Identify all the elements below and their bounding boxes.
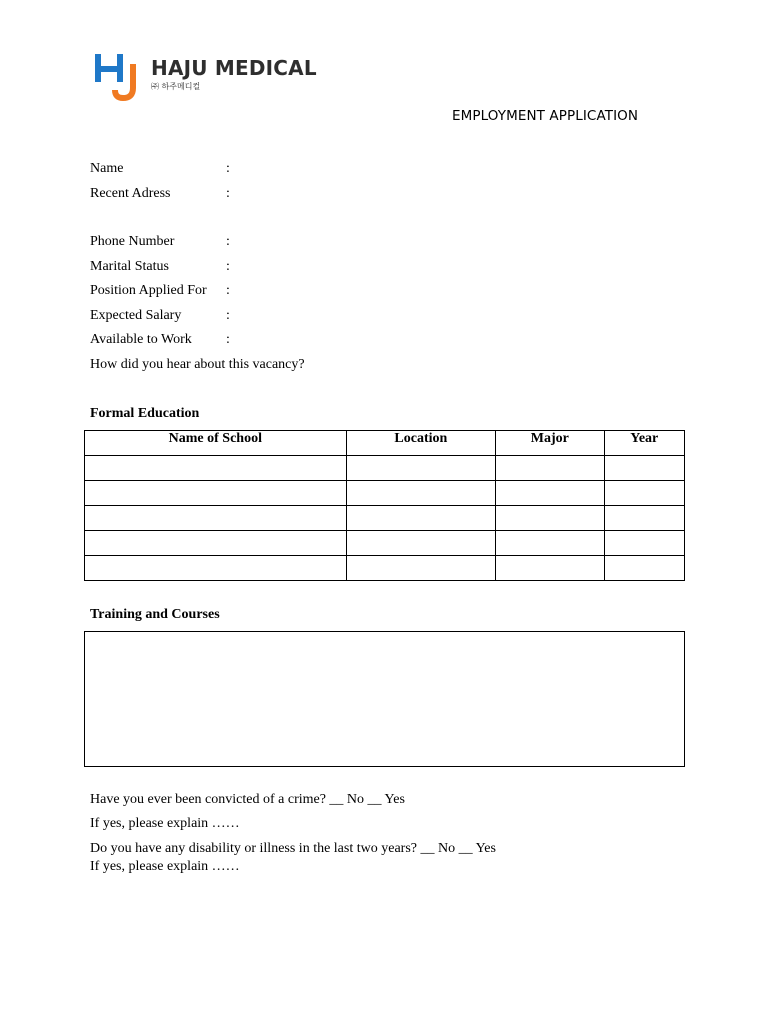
table-row [85, 506, 685, 531]
vacancy-question: How did you hear about this vacancy? [90, 357, 305, 372]
table-row [85, 481, 685, 506]
field-label-name: Name [90, 161, 124, 176]
company-logo [93, 50, 323, 102]
field-colon: : [226, 332, 230, 347]
training-text-box[interactable] [84, 631, 685, 767]
field-colon: : [226, 283, 230, 298]
field-colon: : [226, 234, 230, 249]
table-cell[interactable] [604, 481, 684, 506]
logo-mark-icon [93, 50, 149, 102]
document-title: EMPLOYMENT APPLICATION [452, 108, 639, 124]
table-cell[interactable] [85, 456, 347, 481]
table-cell[interactable] [604, 506, 684, 531]
table-cell[interactable] [496, 556, 604, 581]
column-header-location: Location [346, 431, 495, 456]
table-cell[interactable] [496, 481, 604, 506]
education-table [84, 430, 685, 581]
table-cell[interactable] [496, 506, 604, 531]
table-row [85, 456, 685, 481]
field-label-salary: Expected Salary [90, 308, 182, 323]
disability-question: Do you have any disability or illness in the last two years? __ No __ Yes [90, 841, 496, 856]
table-cell[interactable] [346, 481, 495, 506]
field-label-position: Position Applied For [90, 283, 207, 298]
field-label-marital-status: Marital Status [90, 259, 169, 274]
table-cell[interactable] [346, 556, 495, 581]
table-cell[interactable] [346, 531, 495, 556]
field-label-availability: Available to Work [90, 332, 192, 347]
crime-explain: If yes, please explain …… [90, 816, 240, 831]
crime-question: Have you ever been convicted of a crime? __ No __ Yes [90, 792, 405, 807]
training-section-title: Training and Courses [90, 607, 220, 622]
column-header-year: Year [604, 431, 684, 456]
field-colon: : [226, 259, 230, 274]
table-cell[interactable] [604, 556, 684, 581]
column-header-school: Name of School [85, 431, 347, 456]
table-cell[interactable] [85, 531, 347, 556]
field-label-address: Recent Adress [90, 186, 171, 201]
field-label-phone: Phone Number [90, 234, 175, 249]
table-cell[interactable] [85, 556, 347, 581]
table-cell[interactable] [85, 481, 347, 506]
disability-explain: If yes, please explain …… [90, 859, 240, 874]
table-cell[interactable] [496, 456, 604, 481]
education-section-title: Formal Education [90, 406, 200, 421]
table-cell[interactable] [496, 531, 604, 556]
table-cell[interactable] [85, 506, 347, 531]
table-cell[interactable] [604, 531, 684, 556]
field-colon: : [226, 186, 230, 201]
field-colon: : [226, 308, 230, 323]
table-cell[interactable] [604, 456, 684, 481]
table-header-row [85, 431, 685, 456]
logo-subtitle: ㈜ 하주메디컬 [151, 82, 201, 91]
logo-name: HAJU MEDICAL [151, 56, 317, 80]
table-cell[interactable] [346, 506, 495, 531]
table-cell[interactable] [346, 456, 495, 481]
table-row [85, 556, 685, 581]
table-row [85, 531, 685, 556]
field-colon: : [226, 161, 230, 176]
column-header-major: Major [496, 431, 604, 456]
